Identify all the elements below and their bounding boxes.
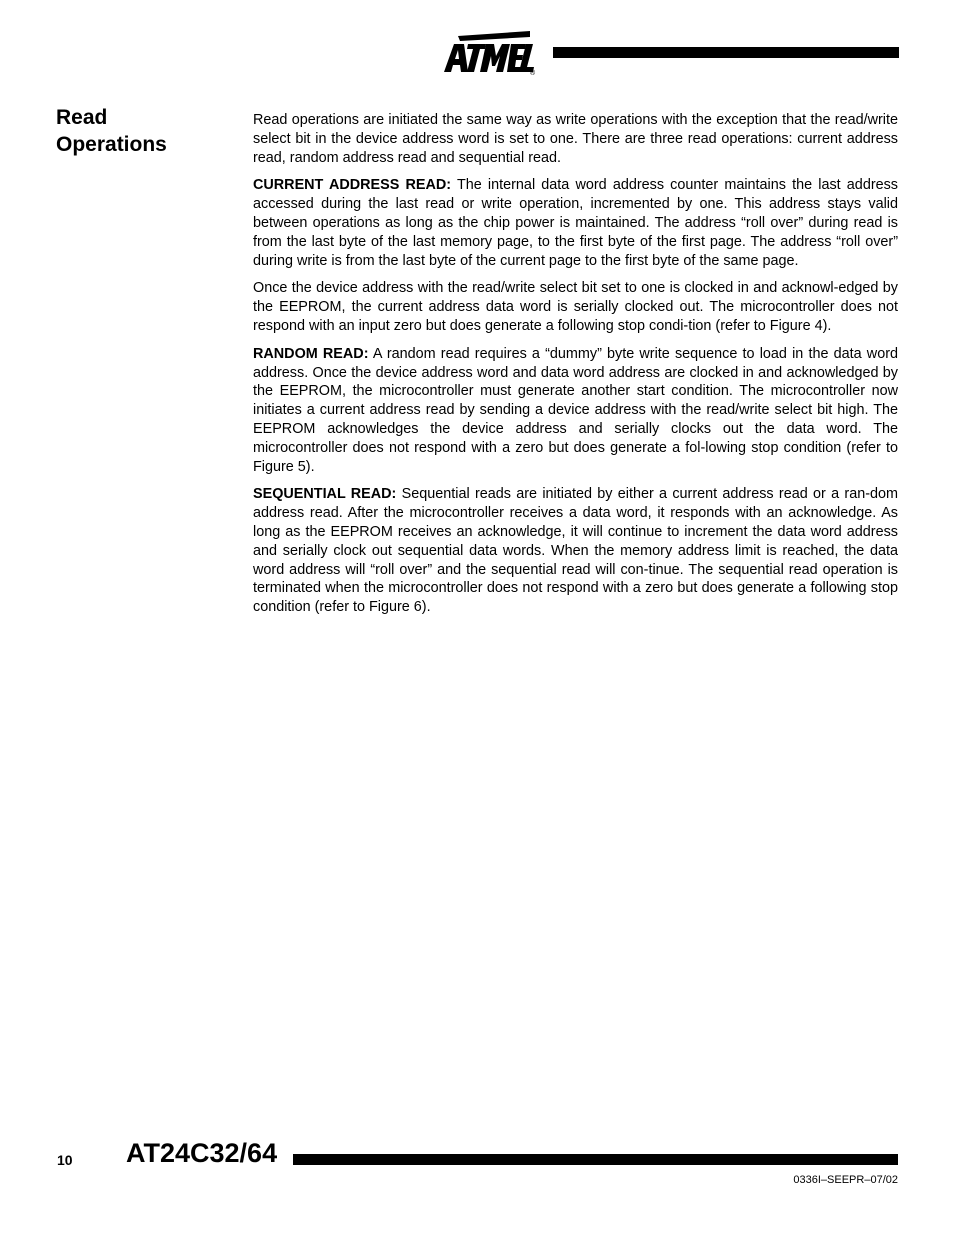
section-title-line2: Operations — [56, 133, 167, 156]
body-text — [253, 111, 898, 626]
sequential-read-paragraph — [253, 485, 898, 617]
atmel-logo — [438, 28, 540, 78]
current-address-read-label: CURRENT ADDRESS READ: — [253, 177, 452, 194]
section-title-line1: Read — [56, 106, 108, 129]
intro-paragraph: Read operations are initiated the same way as write operations with the exception that the read/write select bit in the device address word is set to one. There are three read operations: current address read, random address read and sequential read. — [253, 112, 898, 166]
current-address-read-paragraph — [253, 176, 898, 270]
atmel-logo-icon — [438, 28, 540, 78]
random-read-text: A random read requires a “dummy” byte write sequence to load in the data word address. Once the device address word and data word address are clocked in and acknowledged by the EEPROM, the microcontroller must generate another start condition. The microcontroller now initiates a current address read by sending a device address with the read/write select bit high. The EEPROM acknowledges the device address and serially clocks out the data word. The microcontroller does not respond with a zero but does generate a fol-lowing stop condition (refer to Figure 5). — [253, 345, 898, 475]
document-code: 0336I–SEEPR–07/02 — [793, 1174, 898, 1186]
page-number: 10 — [57, 1152, 73, 1168]
registered-mark: ® — [530, 70, 536, 77]
random-read-label: RANDOM READ: — [253, 345, 369, 362]
header-rule — [553, 47, 899, 58]
part-title: AT24C32/64 — [126, 1138, 278, 1168]
footer-rule — [293, 1154, 898, 1165]
sequential-read-text: Sequential reads are initiated by either a current address read or a ran-dom address read. After the microcontroller receives a data word, it responds with an acknowledge. As long as the EEPROM receives an acknowledge, it will continue to increment the data word address and serially clock out sequential data words. When the memory address limit is reached, the data word address will “roll over” and the sequential read will con-tinue. The sequential read operation is terminated when the microcontroller does not respond with a zero but does generate a following stop condition (refer to Figure 6). — [253, 486, 898, 616]
once-paragraph: Once the device address with the read/write select bit set to one is clocked in and acknowl-edged by the EEPROM, the current address data word is serially clocked out. The microcontroller does not respond with an input zero but does generate a following stop condi-tion (refer to Figure 4). — [253, 280, 898, 334]
sequential-read-label: SEQUENTIAL READ: — [253, 486, 397, 503]
section-title — [56, 104, 236, 158]
current-address-read-text: The internal data word address counter maintains the last address accessed during the last read or write operation, incremented by one. This address stays valid between operations as long as the chip power is maintained. The address “roll over” during read is from the last byte of the last memory page, to the first byte of the first page. The address “roll over” during write is from the last byte of the current page to the first byte of the same page. — [253, 177, 899, 269]
random-read-paragraph — [253, 345, 898, 477]
